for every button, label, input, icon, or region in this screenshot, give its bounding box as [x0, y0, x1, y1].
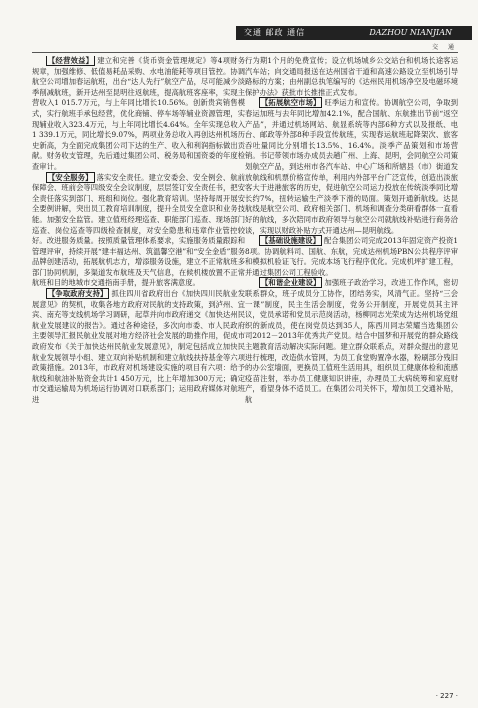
paragraph-text: 旺季运力和宣传。协调航空公司，争取到春运加班与去年同比增加42.1%，配合国航、东航推出节前“返空产品”，并通过机场网站、航显系统等内部6种方式以及报纸、电台、邮政等外部8种手段宣传航班，实现春运航班起降架次、旅客吞吐量同比分别增长13.5%、16.4%。淡季产品策划和市场营销。书记带领市场办成员去趟广州、上海、昆明，会同航空公司策划航空产品，到达州市各汽车站、中心广场和所辖县（市）街道发放航线和机票价格宣传单，利用内外部平台广泛宣传，创造出淡旅客大于进港旅客的历史，促进航空公司运力投放在传统淡季同比增长约7%，扭转运输生产淡季下滑的局面。策划开通新航线。达昆航线是航空公司、政府相关部门、机场和调查分类研看群体一直看好的航线，多次陪同市政府领导与航空公司就航线补贴进行商务洽谈，实现以财政补贴方式开通达州—昆明航线。	[245, 98, 458, 235]
paragraph-text: 落实安全责任。建立安委会、安全例会、航前保障会、班前会等四级安全会议制度，层层签订安全责任书，把安全责任落实到部门、班组和岗位。强化教育培训。坚持每周开展安全要例讲解，突出员工教育培训制度，提升全员安全意识和业务技能。加强安全监管。建立值班经理巡查、职能部门巡查、现场部门巡查、岗位巡查等四级检查制度，对安全隐患和违章作业管控较好。改进服务质量。按照质量管理体系要求，实施服务质量跟踪和管理评审，持续开展“建丰福达州、筑温馨空港”和“安全金盾”服务品牌创建活动，拓展航机志方，增添服务设施，建立不正常航班多部门协同机制，多渠道发布航班及天气信息，在候机楼放置不正常航班和目的地城市交通指南手册，提升旅客满意度。	[32, 172, 245, 288]
paragraph-text: 建立和完善《货币资金管理规定》等4项财务规章，加强维修、低值易耗品采购、水电油能耗等项目管控。协调航空公司增加春运航班，出台“达人先行”航空产品，尽可能减少淡季削减航班，新开达州至昆明往返航班，提高航班客座率，实现主营收入1 015.7万元，与上年同比增长10.56%。创新贵宾销售模式，实行航班手承包经营，优化商铺、停车场等辅业资源管理，实现辅业收入323.4万元，与上年同比增长4.64%。全年实现总收入1 339.1万元，同比增长9.07%，两项业务总收入再创达州机场历史新高，为全面完成集团公司下达的生产、收入和利润指标做出贡献。财务收支管理，先后通过集团公司、税务局和国资委的年度检查审计。	[32, 56, 245, 171]
paragraph-market-expansion	[245, 98, 458, 236]
left-column	[32, 56, 245, 688]
right-column	[245, 56, 458, 688]
section-tag: 【争取政府支持】	[48, 289, 108, 299]
page-number: · 227 ·	[435, 692, 458, 700]
paragraph-operating-benefits	[32, 56, 245, 173]
paragraph-harmonious-enterprise	[245, 278, 458, 405]
running-header	[236, 26, 472, 40]
section-label: 交 通	[432, 44, 458, 51]
paragraph-text: 抓住四川省政府出台《加快四川民航业发展意见》的契机，收集各地方政府对民航的支持政策，到泸州、宜宾、南充等支线机场学习调研，起草并向市政府递交《加快达州民航业发展建议的报告》。通过各种途径，多次向市委、市人民政府主要领导汇报民航业发展对地方经济社会发展的助推作用，促成市政府发布《关于加快达州民航业发展意见》，制定包括成立加快民航业发展领导小组、建立双向补贴机制和建立航线扶持基金等六项政策措施。2013年，市政府对机场建设实施的项目有六项：给予航线和航油补贴资金共计1 450万元，比上年增加300万元；确定市交通运输局为机场运行协调对口联系部门；运用政府媒体对航班进	[32, 289, 245, 404]
section-tag: 【基础设施建设】	[261, 236, 321, 246]
paragraph-infrastructure	[245, 236, 458, 278]
paragraph-text: 加强班子政治学习，改进工作作风，密切联系群众，班子成员分工协作，团结务实，风清气正。坚持“三会一课”制度，民主生活会制度，党务公开制度，开展党员其主评议，党员承诺和党员示范岗活动，杨柳同志光荣成为达州机场党组织的新成员，使在岗党员达到35人，陈西川同志荣耀当选集团公司2012－2013年优秀共产党员。结合中国梦和开展党的群众路线主题教育活动解决实际问题。建立群众联系点，对群众提出的意见进行梳理，改造供水管网，为员工食堂购置净水器，粉刷部分残旧的办公室墙面，更换员工值班生活用具，组织员工健康体检和流感疫苗注射，举办员工健康知识讲座，办理员工大病统筹和家庭财产，看望身体不适员工。在集团公司关怀下，增加员工交通补贴，航	[245, 278, 458, 404]
header-rule	[32, 52, 458, 53]
section-tag: 【经营效益】	[48, 56, 94, 65]
section-tag: 【拓展航空市场】	[261, 98, 321, 108]
paragraph-continued	[245, 56, 458, 98]
running-header-title: DAZHOU NIANJIAN	[369, 28, 452, 37]
running-header-section: 交通 邮政 通信	[244, 28, 306, 37]
paragraph-safety-service	[32, 173, 245, 290]
paragraph-government-support	[32, 289, 245, 406]
paragraph-text: 配合集团公司完成2013年固定资产投资18项。协调航料司、国航、东航，完成达州机场PBN公共程序评审和模拟机验证飞行。完成本场飞行程序优化。完成机坪扩建工程，并通过集团公司工程验收。	[245, 236, 458, 277]
section-tag: 【和谐企业建设】	[261, 278, 321, 288]
section-tag: 【安全服务】	[48, 172, 93, 182]
paragraph-text: 行为期1个月的免费宣传；设立机场城乡公交站台和机场长途客运汽车站；向交通局报送在达州国省干道和高速公路设立至机场引导路标的方案；由州副总执笔编写的《达州民用机场净空及电磁环境保护办法》获批市长推推正式发布。	[245, 56, 458, 97]
